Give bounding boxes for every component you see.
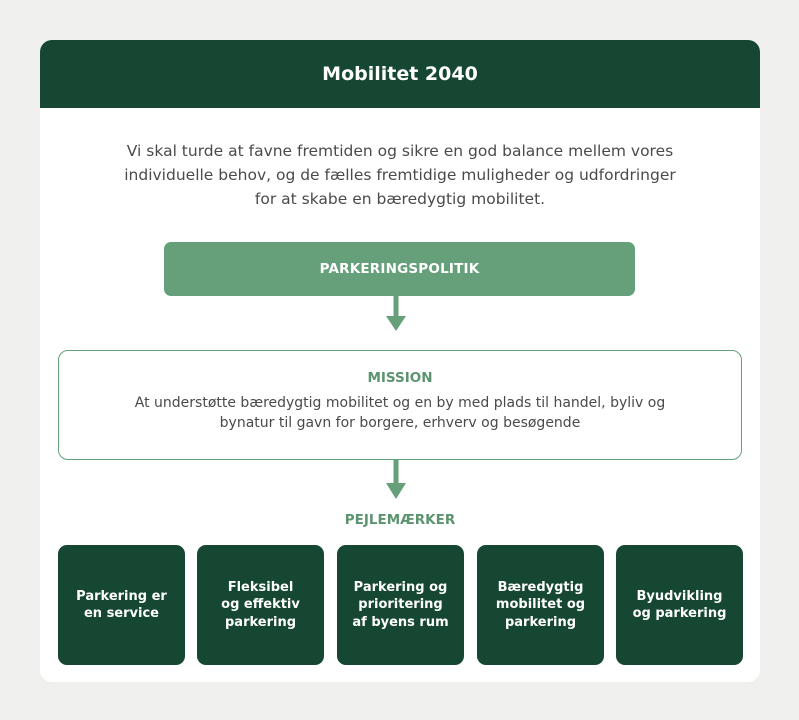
card-title: Mobilitet 2040 bbox=[322, 63, 478, 85]
card-header bbox=[40, 40, 760, 108]
arrow-down-icon bbox=[385, 296, 407, 332]
mission-text: At understøtte bæredygtig mobilitet og en by med plads til handel, byliv og bynatur til gavn for borgere, erhverv og besøgende bbox=[134, 395, 666, 431]
mobility-card bbox=[40, 40, 760, 682]
arrow-down-icon bbox=[385, 460, 407, 500]
pejlemaerke-label: Byudvikling og parkering bbox=[632, 588, 727, 621]
pejlemaerke-card bbox=[337, 545, 464, 665]
pejlemaerke-card bbox=[197, 545, 324, 665]
pejlemaerke-label: Parkering og prioritering af byens rum bbox=[352, 579, 449, 630]
intro-text: Vi skal turde at favne fremtiden og sikre en god balance mellem vores individuelle behov, og de fælles fremtidige muligheder og udfordringer for at skabe en bæredygtig mobilitet. bbox=[124, 142, 676, 208]
policy-box bbox=[164, 242, 635, 296]
pejlemaerke-label: Parkering er en service bbox=[76, 588, 167, 621]
mission-title: MISSION bbox=[367, 370, 433, 386]
policy-label: PARKERINGSPOLITIK bbox=[319, 261, 480, 277]
pejlemaerke-label: Fleksibel og effektiv parkering bbox=[221, 579, 300, 630]
pejlemaerker-heading: PEJLEMÆRKER bbox=[344, 512, 456, 528]
pejlemaerke-card bbox=[58, 545, 185, 665]
pejlemaerke-card bbox=[616, 545, 743, 665]
pejlemaerke-card bbox=[477, 545, 604, 665]
pejlemaerke-label: Bæredygtig mobilitet og parkering bbox=[495, 579, 586, 630]
mission-box bbox=[58, 350, 742, 460]
